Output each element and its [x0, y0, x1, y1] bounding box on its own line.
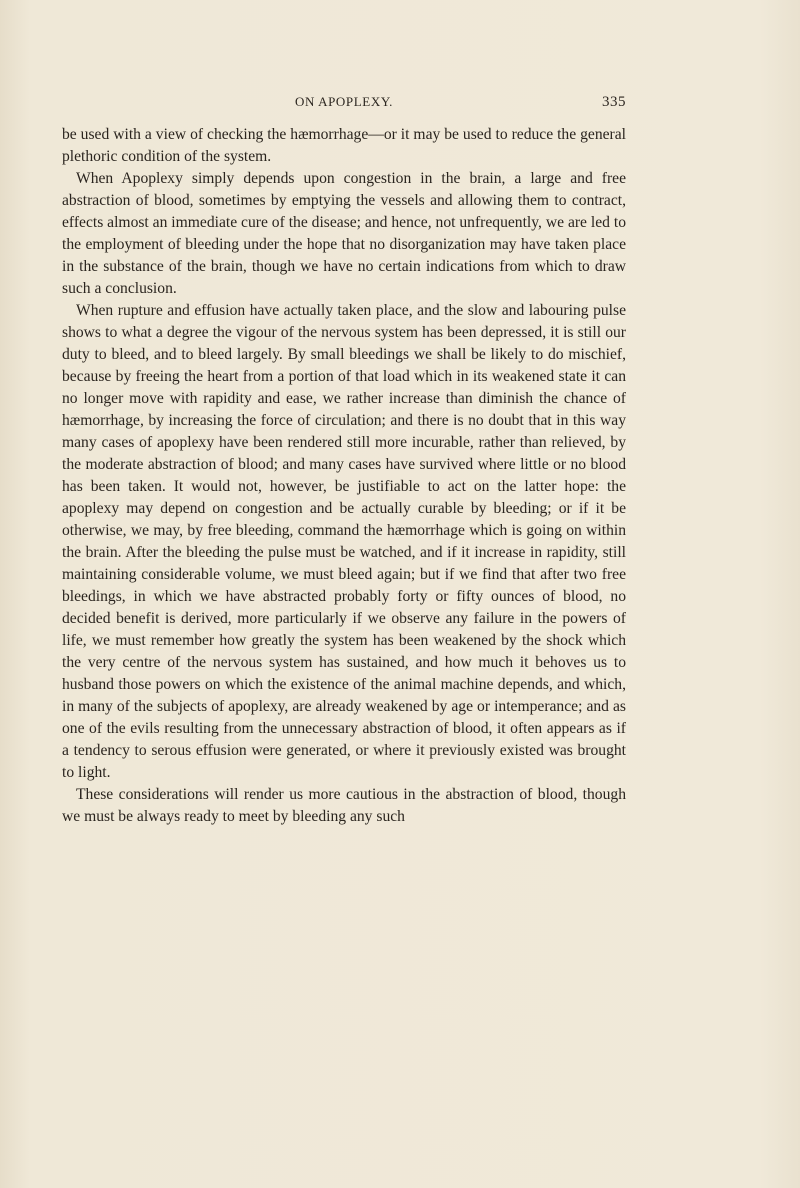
paragraph-continued: be used with a view of checking the hæmorrhage—or it may be used to reduce the general plethoric condition of the system.: [62, 126, 626, 165]
paragraph-considerations: These considerations will render us more cautious in the abstraction of blood, though we must be always ready to meet by bleeding any such: [62, 786, 626, 825]
body-text: [62, 124, 626, 828]
paragraph-congestion: When Apoplexy simply depends upon congestion in the brain, a large and free abstraction of blood, sometimes by emptying the vessels and allowing them to contract, effects almost an immediate cure of the disease; and hence, not unfrequently, we are led to the employment of bleeding under the hope that no disorganization may have taken place in the substance of the brain, though we have no certain indications from which to draw such a conclusion.: [62, 170, 626, 297]
page-number: 335: [602, 94, 626, 110]
page-header: [62, 94, 626, 116]
paragraph-rupture-effusion: When rupture and effusion have actually taken place, and the slow and labouring pulse shows to what a degree the vigour of the nervous system has been depressed, it is still our duty to bleed, and to bleed largely. By small bleedings we shall be likely to do mischief, because by freeing the heart from a portion of that load which in its weakened state it can no longer move with rapidity and ease, we rather increase than diminish the chance of hæmorrhage, by increasing the force of circulation; and there is no doubt that in this way many cases of apoplexy have been rendered still more incurable, rather than relieved, by the moderate abstraction of blood; and many cases have survived where little or no blood has been taken. It would not, however, be justifiable to act on the latter hope: the apoplexy may depend on congestion and be actually curable by bleeding; or if it be otherwise, we may, by free bleeding, command the hæmorrhage which is going on within the brain. After the bleeding the pulse must be watched, and if it increase in rapidity, still maintaining considerable volume, we must bleed again; but if we find that after two free bleedings, in which we have abstracted probably forty or fifty ounces of blood, no decided benefit is derived, more particularly if we observe any failure in the powers of life, we must remember how greatly the system has been weakened by the shock which the very centre of the nervous system has sustained, and how much it behoves us to husband those powers on which the existence of the animal machine depends, and which, in many of the subjects of apoplexy, are already weakened by age or intemperance; and as one of the evils resulting from the unnecessary abstraction of blood, it often appears as if a tendency to serous effusion were generated, or where it previously existed was brought to light.: [62, 302, 626, 781]
running-head: ON APOPLEXY.: [295, 94, 393, 109]
